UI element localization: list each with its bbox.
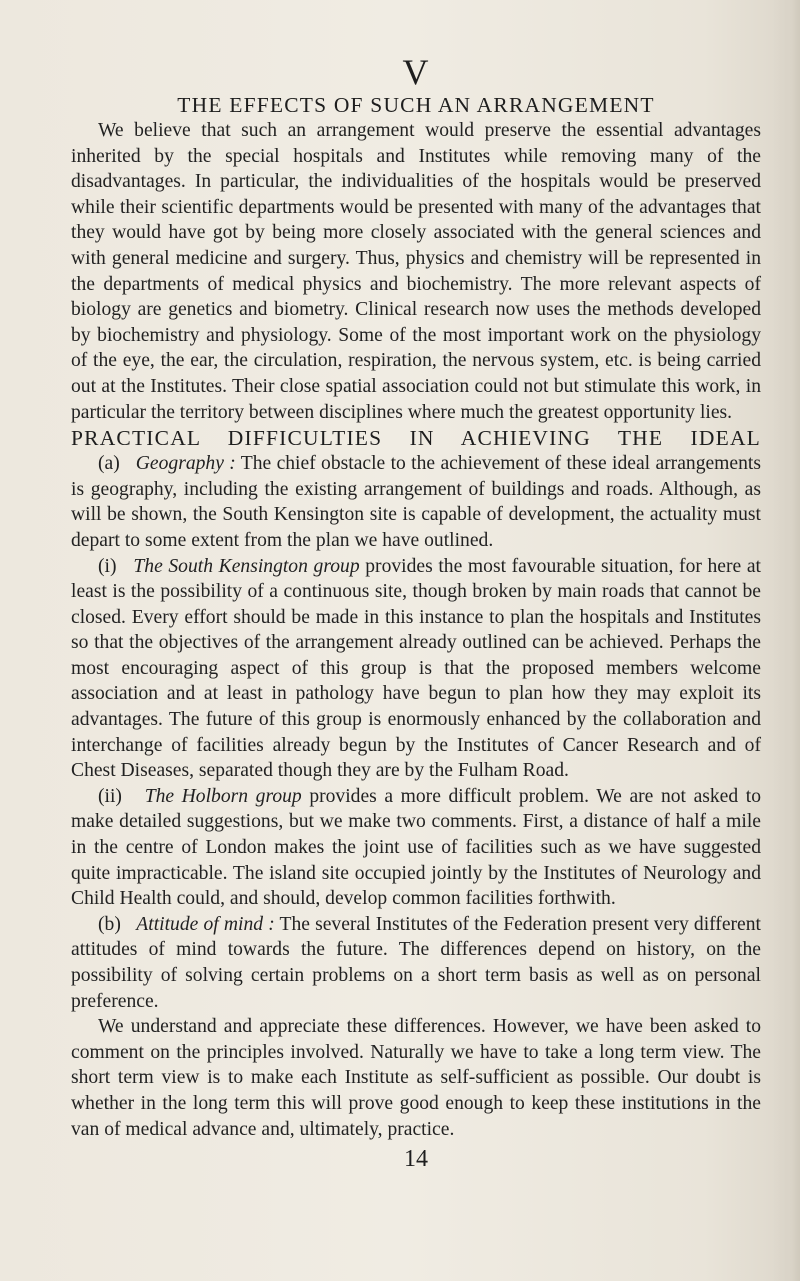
item-label-i: (i) (98, 555, 117, 577)
item-label-a: (a) (98, 453, 120, 475)
item-label-b: (b) (98, 913, 121, 935)
item-title-geography: Geography : (135, 453, 236, 475)
page-edge-shadow (772, 0, 800, 1281)
item-title-south-kensington: The South Kensington group (133, 555, 360, 577)
item-text-geography: The chief obstacle to the achievement of these ideal arrangements is geography, including the existing arrangement of buildings and roads. Although, as will be shown, the South Kensington site is capable of development, the actuality must depart to some extent from the plan we have outlined. (71, 453, 761, 551)
item-title-attitude: Attitude of mind : (136, 913, 275, 935)
section-heading-difficulties: PRACTICAL DIFFICULTIES IN ACHIEVING THE IDEAL (71, 426, 761, 451)
chapter-numeral: V (402, 52, 430, 92)
item-text-holborn: provides a more difficult problem. We are not asked to make detailed suggestions, but we make two comments. First, a distance of half a mile in the centre of London makes the joint use of facilities such as we have suggested quite impracticable. The island site occupied jointly by the Institutes of Neurology and Child Health could, and should, develop common facilities forthwith. (71, 785, 761, 910)
page-content (71, 54, 761, 1172)
item-label-ii: (ii) (98, 785, 122, 807)
paragraph-south-kensington (71, 554, 761, 784)
paragraph-attitude (71, 912, 761, 1014)
item-text-south-kensington: provides the most favourable situation, for here at least is the possibility of a continuous site, though broken by main roads that cannot be closed. Every effort should be made in this instance to plan the hospitals and Institutes so that the objectives of the arrangement already outlined can be achieved. Perhaps the most encouraging aspect of this group is that the proposed members welcome association and at least in pathology have begun to plan how they may exploit its advantages. The future of this group is enormously enhanced by the collaboration and interchange of facilities already begun by the Institutes of Cancer Research and of Chest Diseases, separated though they are by the Fulham Road. (71, 555, 761, 782)
item-title-holborn: The Holborn group (144, 785, 302, 807)
paragraph-geography (71, 451, 761, 553)
page-number: 14 (404, 1146, 428, 1173)
item-text-attitude: The several Institutes of the Federation present very different attitudes of mind towards the future. The differences depend on history, on the possibility of solving certain problems on a short term basis as well as on personal preference. (71, 913, 761, 1012)
paragraph-effects: We believe that such an arrangement would preserve the essential advantages inherited by the special hospitals and Institutes while removing many of the disadvantages. In particular, the individualities of the hospitals would be preserved while their scientific departments would be presented with many of the advantages that they would have got by being more closely associated with the general sciences and with general medicine and surgery. Thus, physics and chemistry will be represented in the departments of medical physics and biochemistry. The more relevant aspects of biology are genetics and biometry. Clinical research now uses the methods developed by biochemistry and physiology. Some of the most important work on the physiology of the eye, the ear, the circulation, respiration, the nervous system, etc. is being carried out at the Institutes. Their close spatial association could not but stimulate this work, in particular the territory between disciplines where much the greatest opportunity lies. (71, 120, 761, 423)
paragraph-holborn (71, 784, 761, 912)
paragraph-differences: We understand and appreciate these differences. However, we have been asked to comment on the principles involved. Naturally we have to take a long term view. The short term view is to make each Institute as self-sufficient as possible. Our doubt is whether in the long term this will prove good enough to keep these institutions in the van of medical advance and, ultimately, practice. (71, 1016, 761, 1140)
section-heading-effects: THE EFFECTS OF SUCH AN ARRANGEMENT (177, 93, 655, 117)
